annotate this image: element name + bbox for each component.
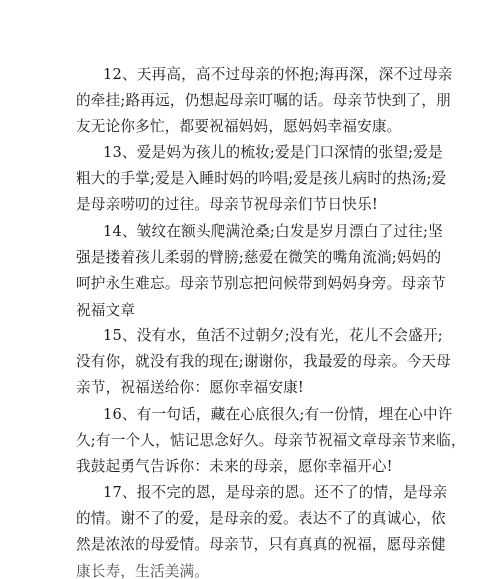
- paragraph-line: 的情。谢不了的爱，是母亲的爱。表达不了的真诚心，依: [76, 510, 446, 528]
- paragraph-12: [76, 62, 453, 141]
- paragraph-line: 没有你，就没有我的现在;谢谢你，我最爱的母亲。今天母: [76, 353, 451, 371]
- paragraph-16: [76, 402, 466, 481]
- paragraph-line: 友无论你多忙，都要祝福妈妈，愿妈妈幸福安康。: [76, 118, 402, 136]
- paragraph-17: [76, 480, 448, 579]
- paragraph-line: 呵护永生难忘。母亲节别忘把问候带到妈妈身旁。母亲节: [76, 275, 446, 293]
- paragraph-14: [76, 219, 446, 324]
- paragraph-line: 12、天再高，高不过母亲的怀抱;海再深，深不过母亲: [103, 66, 453, 83]
- paragraph-line: 亲节，祝福送给你：愿你幸福安康!: [76, 379, 304, 397]
- paragraph-line: 康长寿，生活美满。: [76, 562, 210, 579]
- paragraph-line: 13、爱是妈为孩儿的梳妆;爱是门口深情的张望;爱是: [103, 144, 443, 161]
- paragraph-15: [76, 323, 451, 402]
- paragraph-line: 久;有一个人，惦记思念好久。母亲节祝福文章母亲节来临，: [76, 432, 466, 450]
- paragraph-line: 15、没有水，鱼活不过朝夕;没有光，花儿不会盛开;: [103, 327, 443, 344]
- paragraph-13: [76, 140, 447, 219]
- paragraph-line: 17、报不完的恩，是母亲的恩。还不了的情，是母亲: [103, 484, 448, 501]
- paragraph-line: 然是浓浓的母爱情。母亲节，只有真真的祝福，愿母亲健: [76, 536, 446, 554]
- paragraph-line: 14、皱纹在额头爬满沧桑;白发是岁月漂白了过往;坚: [103, 223, 443, 240]
- paragraph-line: 的牵挂;路再远，仍想起母亲叮嘱的话。母亲节快到了，朋: [76, 92, 451, 110]
- paragraph-line: 祝福文章: [76, 301, 136, 319]
- paragraph-line: 16、有一句话，藏在心底很久;有一份情，埋在心中许: [103, 406, 453, 423]
- paragraph-line: 我鼓起勇气告诉你：未来的母亲，愿你幸福开心!: [76, 458, 393, 476]
- paragraph-line: 粗大的手掌;爱是入睡时妈的吟唱;爱是孩儿病时的热汤;爱: [76, 170, 447, 188]
- paragraph-line: 强是搂着孩儿柔弱的臂膀;慈爱在微笑的嘴角流淌;妈妈的: [76, 249, 442, 267]
- paragraph-line: 是母亲唠叨的过往。母亲节祝母亲们节日快乐!: [76, 196, 378, 214]
